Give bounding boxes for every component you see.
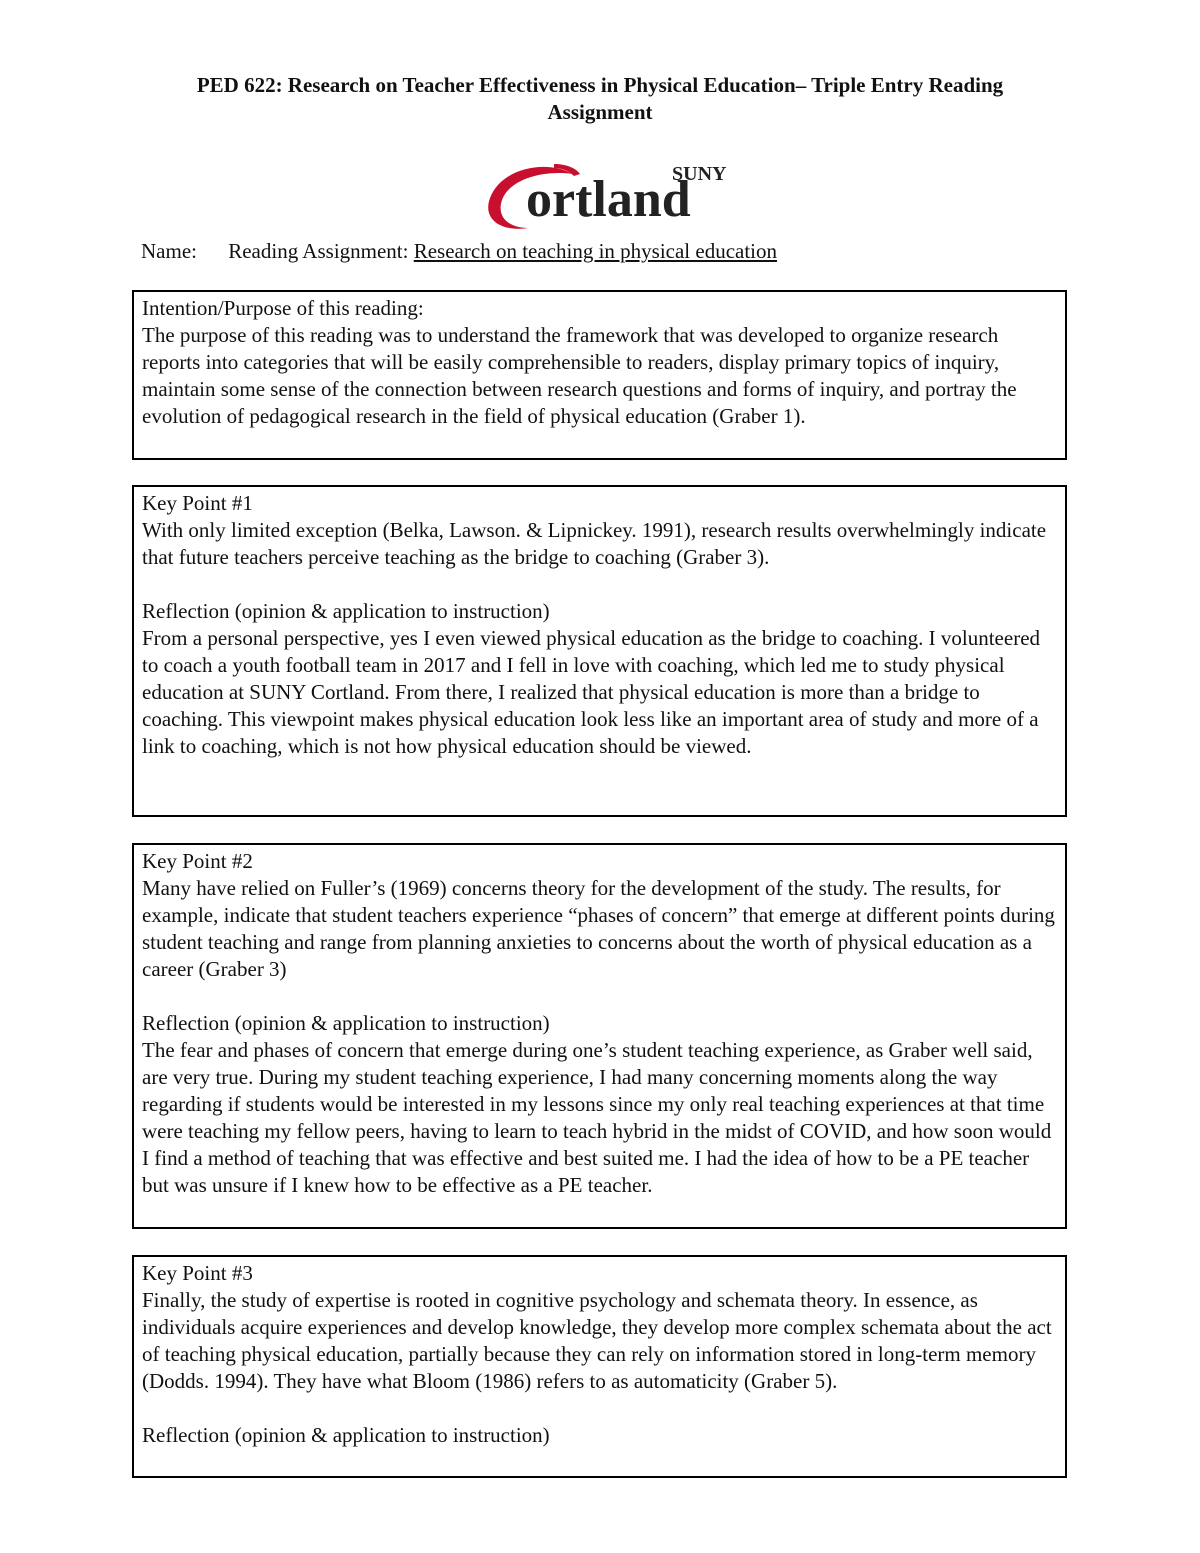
reading-assignment-label: Reading Assignment:: [228, 239, 409, 263]
purpose-body: The purpose of this reading was to understand the framework that was developed to organize research reports into categories that will be easily comprehensible to readers, display primary topics of inquiry, maintain some sense of the connection between research questions and forms of inquiry, and portray the evolution of pedagogical research in the field of physical education (Graber 1).: [142, 323, 1017, 428]
key-point-3-box: [132, 1255, 1067, 1478]
page-title: [100, 72, 1100, 126]
key-point-2-heading: Key Point #2: [142, 849, 253, 873]
key-point-2-box: [132, 843, 1067, 1229]
key-point-1-reflection-heading: Reflection (opinion & application to instruction): [142, 599, 550, 623]
key-point-2-reflection-heading: Reflection (opinion & application to instruction): [142, 1011, 550, 1035]
purpose-heading: Intention/Purpose of this reading:: [142, 296, 424, 320]
key-point-2-reflection-body: The fear and phases of concern that emerge during one’s student teaching experience, as Graber well said, are very true. During my student teaching experience, I had many concerning moments along the way regarding if students would be interested in my lessons since my only real teaching experiences at that time were teaching my fellow peers, having to learn to teach hybrid in the midst of COVID, and how soon would I find a method of teaching that was effective and best suited me. I had the idea of how to be a PE teacher but was unsure if I knew how to be effective as a PE teacher.: [142, 1038, 1052, 1197]
key-point-2-body: Many have relied on Fuller’s (1969) concerns theory for the development of the study. The results, for example, indicate that student teachers experience “phases of concern” that emerge at different points during student teaching and range from planning anxieties to concerns about the worth of physical education as a career (Graber 3): [142, 876, 1055, 981]
reading-assignment-title: Research on teaching in physical education: [413, 239, 778, 263]
key-point-3-reflection-heading: Reflection (opinion & application to instruction): [142, 1423, 550, 1447]
key-point-3-heading: Key Point #3: [142, 1261, 253, 1285]
key-point-3-body: Finally, the study of expertise is rooted in cognitive psychology and schemata theory. In essence, as individuals acquire experiences and develop knowledge, they develop more complex schemata about the act of teaching physical education, partially because they can rely on information stored in long-term memory (Dodds. 1994). They have what Bloom (1986) refers to as automaticity (Graber 5).: [142, 1288, 1052, 1393]
key-point-1-heading: Key Point #1: [142, 491, 253, 515]
key-point-1-reflection-body: From a personal perspective, yes I even viewed physical education as the bridge to coaching. I volunteered to coach a youth football team in 2017 and I fell in love with coaching, which led me to study physical education at SUNY Cortland. From there, I realized that physical education is more than a bridge to coaching. This viewpoint makes physical education look less like an important area of study and more of a link to coaching, which is not how physical education should be viewed.: [142, 626, 1041, 758]
suny-cortland-logo: [480, 158, 750, 238]
name-label: Name:: [141, 239, 197, 263]
name-line: [141, 238, 777, 265]
logo-suny-text: SUNY: [672, 163, 727, 185]
key-point-1-box: [132, 485, 1067, 817]
page-title-line-1: PED 622: Research on Teacher Effectiveness in Physical Education– Triple Entry Reading: [196, 73, 1004, 97]
logo-cortland-text: ortland: [526, 171, 691, 228]
key-point-1-body: With only limited exception (Belka, Lawson. & Lipnickey. 1991), research results overwhelmingly indicate that future teachers perceive teaching as the bridge to coaching (Graber 3).: [142, 518, 1047, 569]
page-title-line-2: Assignment: [547, 100, 653, 124]
purpose-box: [132, 290, 1067, 460]
